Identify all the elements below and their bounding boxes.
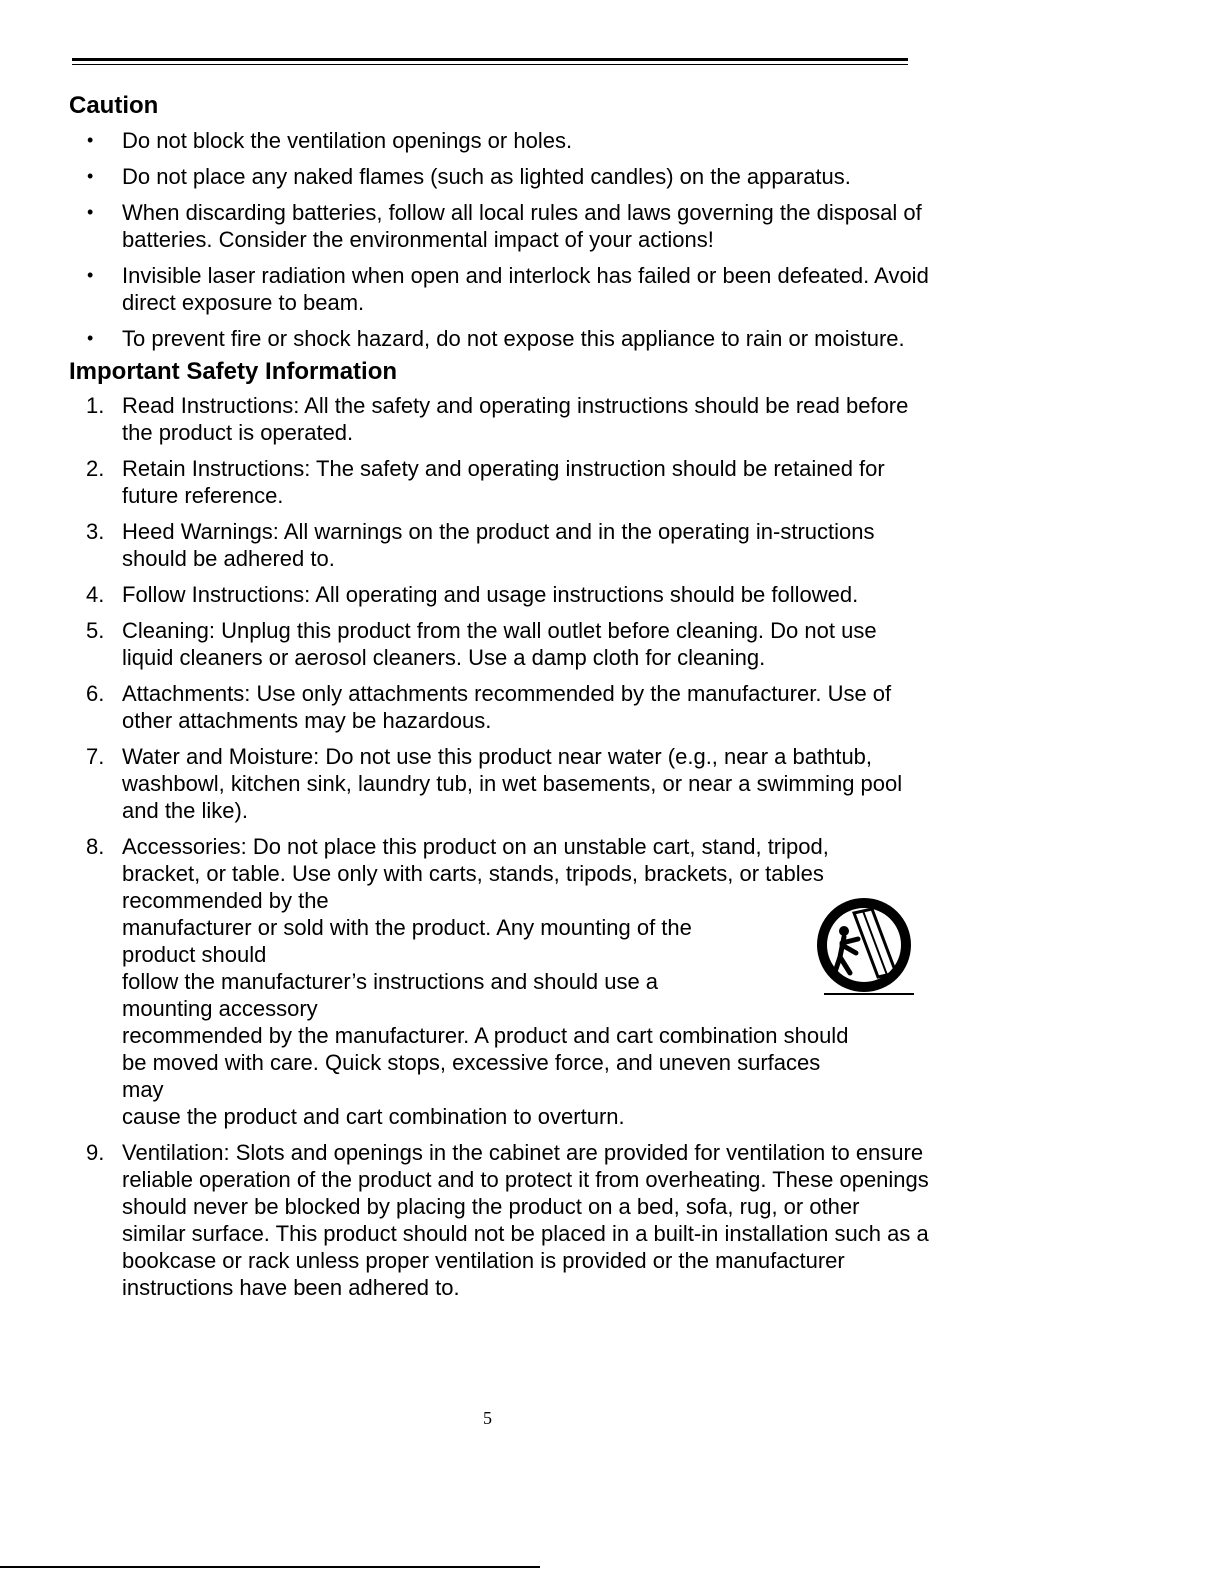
- header-rule-thin: [72, 64, 908, 65]
- safety-item: 1. Read Instructions: All the safety and operating instructions should be read before the product is operated.: [86, 393, 909, 445]
- caution-item: • Do not block the ventilation openings or holes.: [87, 128, 573, 153]
- caution-item: • Invisible laser radiation when open and interlock has failed or been defeated. Avoid direct exposure to beam.: [87, 263, 929, 315]
- safety-item: 6. Attachments: Use only attachments recommended by the manufacturer. Use of other attachments may be hazardous.: [86, 681, 892, 733]
- bullet-icon: •: [87, 130, 94, 150]
- bullet-icon: •: [87, 202, 94, 222]
- bullet-icon: •: [87, 265, 94, 285]
- page-number: 5: [483, 1408, 492, 1428]
- safety-list: [69, 392, 929, 1301]
- cart-tip-over-warning-icon: [814, 895, 930, 999]
- caution-item: • To prevent fire or shock hazard, do not expose this appliance to rain or moisture.: [87, 326, 905, 351]
- bullet-icon: •: [87, 166, 94, 186]
- safety-heading: Important Safety Information: [69, 358, 398, 385]
- safety-item: 7. Water and Moisture: Do not use this product near water (e.g., near a bathtub, washbowl, kitchen sink, laundry tub, in wet basements, or near a swimming pool and the like).: [86, 744, 903, 823]
- safety-item: 2. Retain Instructions: The safety and operating instruction should be retained for future reference.: [86, 456, 885, 508]
- caution-list: [69, 127, 929, 352]
- safety-item: 5. Cleaning: Unplug this product from the wall outlet before cleaning. Do not use liquid cleaners or aerosol cleaners. Use a damp cloth for cleaning.: [86, 618, 877, 670]
- caution-item: • Do not place any naked flames (such as lighted candles) on the apparatus.: [87, 164, 851, 189]
- caution-heading: Caution: [69, 92, 159, 119]
- page-content: [69, 90, 929, 1310]
- safety-item-accessories: 8. Accessories: Do not place this product on an unstable cart, stand, tripod, bracket, or table. Use only with carts, stands, tripods, brackets, or tables recommended by the manufacturer or sold with the product. Any mounting of the product should follow the manufacturer’s instructions and should use a mounting accessory recommended by the manufacturer. A product and cart combination should be moved with care. Quick stops, excessive force, and uneven surfaces may cause the product and cart combination to overturn.: [69, 833, 929, 1130]
- accessories-text: Accessories: Do not place this product on an unstable cart, stand, tripod, bracket, or table. Use only with carts, stands, tripods, brackets, or tables recommended by the manufacturer or sold with the product. Any mounting of the product should follow the manufacturer’s instructions and should use a mounting accessory recommended by the manufacturer. A product and cart combination should be moved with care. Quick stops, excessive force, and uneven surfaces may cause the product and cart combination to overturn.: [122, 833, 929, 1130]
- header-rule-thick: [72, 58, 908, 61]
- safety-item: 9. Ventilation: Slots and openings in the cabinet are provided for ventilation to ensure reliable operation of the product and to protect it from overheating. These openings should never be blocked by placing the product on a bed, sofa, rug, or other similar surface. This product should not be placed in a built-in installation such as a bookcase or rack unless proper ventilation is provided or the manufacturer instructions have been adhered to.: [86, 1140, 929, 1300]
- safety-item: 4. Follow Instructions: All operating and usage instructions should be followed.: [86, 582, 859, 607]
- footer-rule: [0, 1566, 540, 1568]
- bullet-icon: •: [87, 328, 94, 348]
- caution-item: • When discarding batteries, follow all local rules and laws governing the disposal of batteries. Consider the environmental impact of your actions!: [87, 200, 922, 252]
- safety-item: 3. Heed Warnings: All warnings on the product and in the operating in-structions should be adhered to.: [86, 519, 875, 571]
